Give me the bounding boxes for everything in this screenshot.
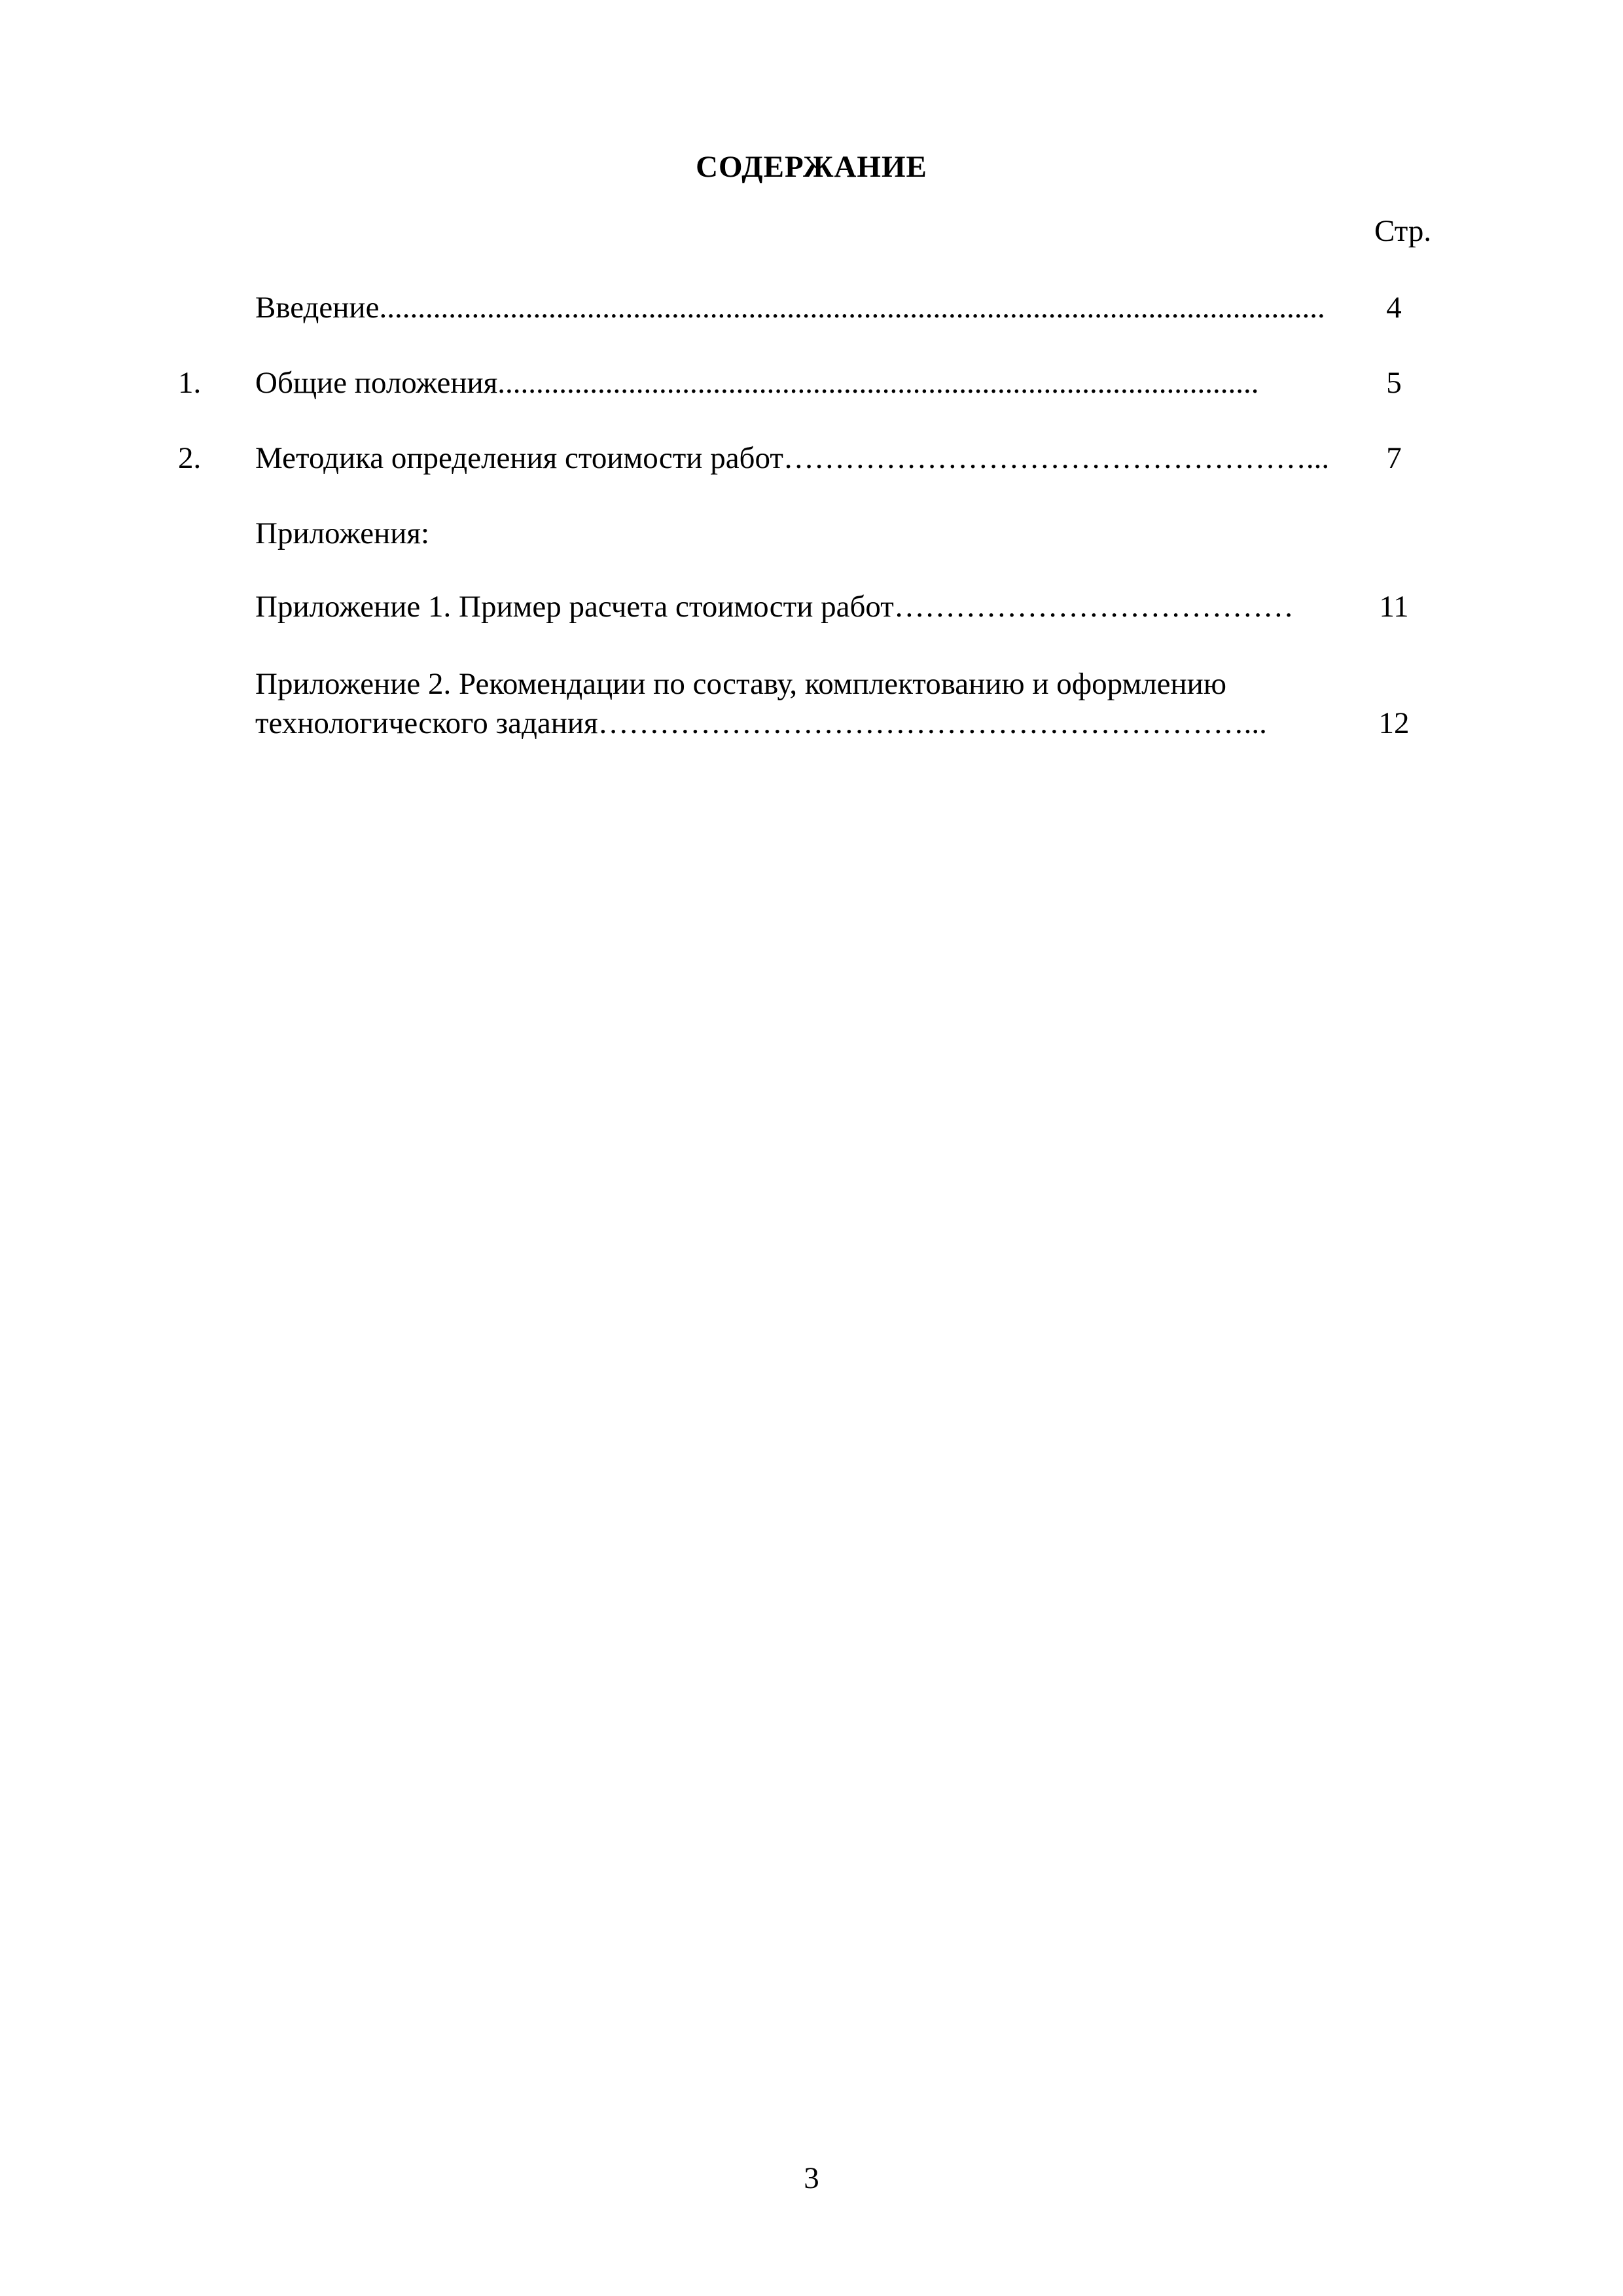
toc-leader-dots: ……………………………………………... — [783, 441, 1330, 475]
toc-entry-number: 1. — [178, 366, 202, 400]
toc-leader-dots: ………………………………………………………... — [597, 706, 1267, 740]
toc-section-heading: Приложения: — [255, 516, 430, 550]
toc-entry-page: 12 — [1378, 706, 1410, 740]
toc-entry-number: 2. — [178, 441, 202, 475]
toc-entry-title-text: Методика определения стоимости работ — [255, 441, 783, 475]
toc-leader-dots: ........................................................................................................................... — [379, 291, 1325, 325]
toc-entry-title — [255, 439, 1355, 478]
page-column-label: Стр. — [1374, 214, 1432, 248]
toc-leader-dots: ................................................................................................... — [497, 366, 1259, 400]
page-title: СОДЕРЖАНИЕ — [696, 150, 927, 184]
toc-entry-page: 11 — [1379, 590, 1409, 624]
toc-entry-title-line1: Приложение 2. Рекомендации по составу, комплектованию и оформлению — [255, 667, 1226, 701]
toc-entry-title — [255, 288, 1355, 327]
toc-entry-title — [255, 587, 1355, 626]
toc-entry-title-text: технологического задания — [255, 706, 598, 740]
toc-entry-page: 4 — [1386, 291, 1402, 325]
toc-entry-title-text: Приложение 1. Пример расчета стоимости работ — [255, 590, 894, 624]
toc-entry-page: 5 — [1386, 366, 1402, 400]
toc-entry-title-text: Введение — [255, 291, 380, 325]
toc-entry-title — [255, 363, 1355, 403]
toc-entry-title-text: Общие положения — [255, 366, 498, 400]
footer-page-number: 3 — [804, 2161, 819, 2195]
toc-entry-page: 7 — [1386, 441, 1402, 475]
toc-leader-dots: ………………………………… — [893, 590, 1294, 624]
toc-entry-title-line2 — [255, 704, 1355, 743]
